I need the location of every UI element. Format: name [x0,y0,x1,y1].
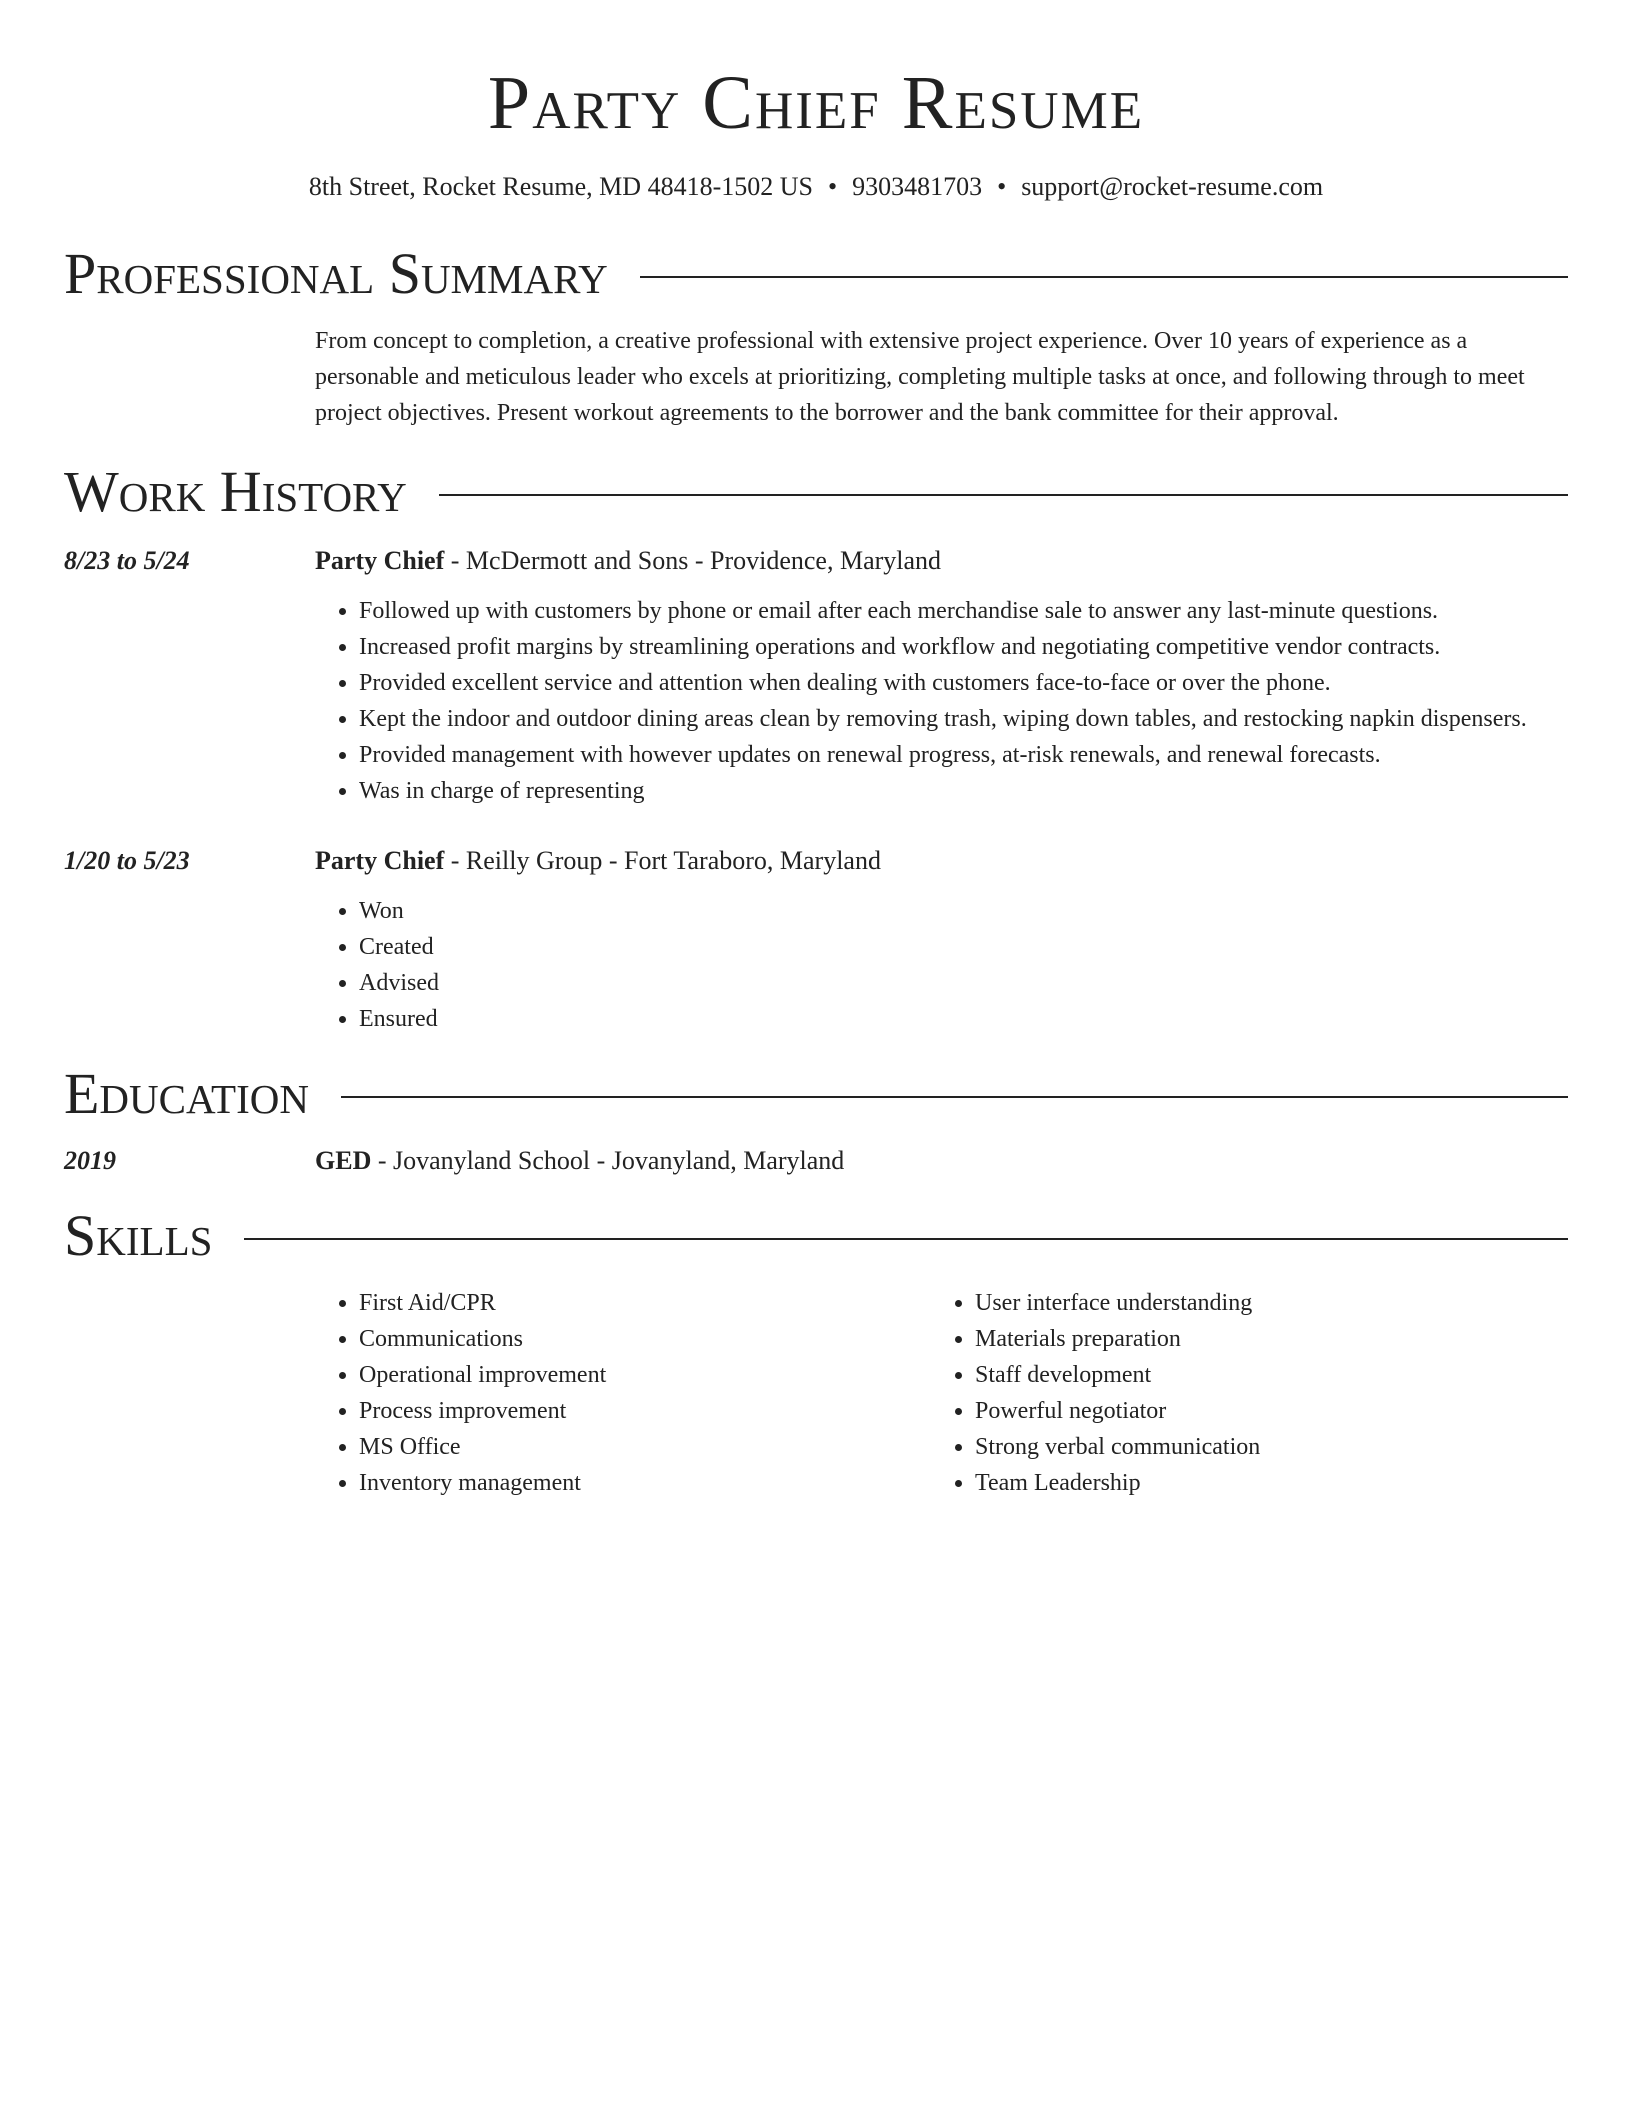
contact-separator: • [997,172,1007,202]
education-school: - Jovanyland School - Jovanyland, Maryland [371,1146,845,1176]
list-item: • Advised [359,965,1568,1001]
list-item: • Followed up with customers by phone or email after each merchandise sale to answer any last-minute questions. [359,593,1568,629]
skill-item: • First Aid/CPR [359,1285,931,1321]
contact-phone: 9303481703 [852,172,983,202]
skill-item: • Powerful negotiator [975,1393,1568,1429]
list-item: • Created [359,929,1568,965]
skill-item: • Process improvement [359,1393,931,1429]
job-entry [64,543,1568,809]
list-item: • Provided excellent service and attention when dealing with customers face-to-face or over the phone. [359,665,1568,701]
resume-page [64,0,1568,1501]
resume-title: Party Chief Resume [487,61,1145,145]
skill-item: • Staff development [975,1357,1568,1393]
education-year: 2019 [64,1146,116,1176]
skills-heading: Skills [64,1203,213,1269]
education-heading: Education [64,1061,309,1127]
list-item: • Kept the indoor and outdoor dining areas clean by removing trash, wiping down tables, and restocking napkin dispensers. [359,701,1568,737]
list-item: • Was in charge of representing [359,773,1568,809]
section-divider [640,276,1568,278]
job-entry [64,843,1568,1037]
skill-item: • Communications [359,1321,931,1357]
skills-row [64,1271,1568,1501]
skill-item: • Team Leadership [975,1465,1568,1501]
section-divider [439,494,1568,496]
summary-row [64,309,1568,431]
education-degree: GED [315,1146,372,1176]
education-heading-line [315,1143,1568,1179]
skill-item: • Operational improvement [359,1357,931,1393]
job-duties [315,593,1568,809]
summary-heading: Professional Summary [64,241,608,307]
education-section-header [64,1059,1568,1129]
contact-separator: • [827,172,838,202]
skills-columns [315,1285,1568,1501]
skill-item: • Inventory management [359,1465,931,1501]
skills-section-header [64,1201,1568,1271]
job-title: Party Chief [315,846,445,876]
job-employer: - Reilly Group - Fort Taraboro, Maryland [444,846,881,876]
skill-item: • Strong verbal communication [975,1429,1568,1465]
section-divider [244,1238,1568,1240]
contact-line [64,169,1568,205]
list-item: • Provided management with however updates on renewal progress, at-risk renewals, and renewal forecasts. [359,737,1568,773]
skills-list-right [931,1285,1568,1501]
job-heading [315,843,1568,879]
skill-item: • Materials preparation [975,1321,1568,1357]
list-item: • Increased profit margins by streamlining operations and workflow and negotiating competitive vendor contracts. [359,629,1568,665]
work-heading: Work History [64,459,407,525]
contact-email: support@rocket-resume.com [1021,172,1324,202]
skills-list-left [315,1285,931,1501]
job-duties [315,893,1568,1037]
job-dates: 1/20 to 5/23 [64,846,190,876]
work-section-header [64,457,1568,527]
education-entry [64,1143,1568,1179]
job-employer: - McDermott and Sons - Providence, Maryland [444,546,942,576]
skill-item: • MS Office [359,1429,931,1465]
list-item: • Won [359,893,1568,929]
job-heading [315,543,1568,579]
summary-section-header [64,239,1568,309]
summary-text: From concept to completion, a creative professional with extensive project experience. Over 10 years of experience as a personable and meticulous leader who excels at prioritizing, completing multiple tasks at once, and following through to meet project objectives. Present workout agreements to the borrower and the bank committee for their approval. [315,328,1525,427]
skill-item: • User interface understanding [975,1285,1568,1321]
job-dates: 8/23 to 5/24 [64,546,190,576]
section-divider [341,1096,1568,1098]
job-title: Party Chief [315,546,445,576]
list-item: • Ensured [359,1001,1568,1037]
contact-address: 8th Street, Rocket Resume, MD 48418-1502 US [308,172,813,202]
